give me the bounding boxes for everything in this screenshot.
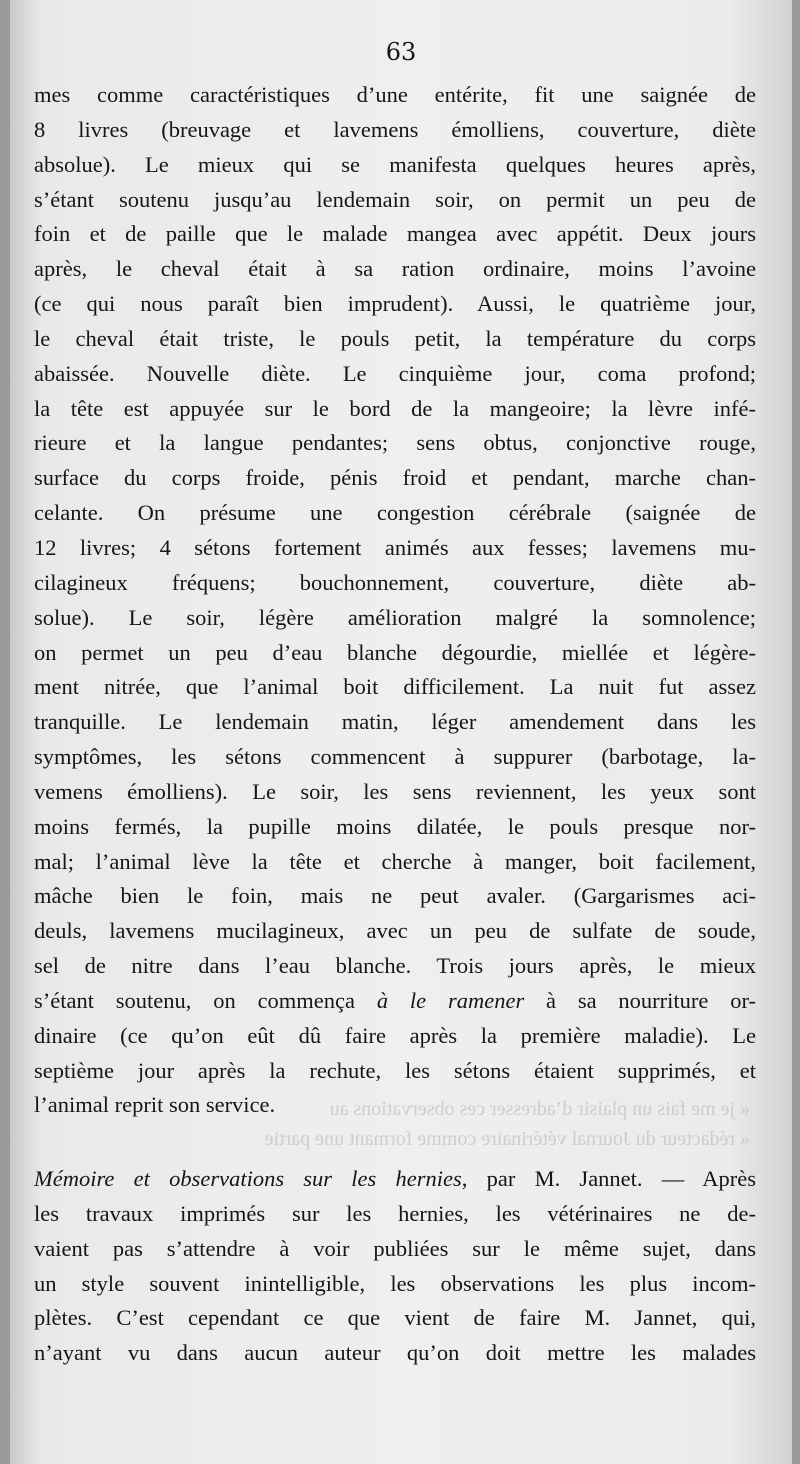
text-line: rieure et la langue pendantes; sens obtus, conjonctive rouge, bbox=[34, 430, 756, 456]
text-line: mal; l’animal lève la tête et cherche à manger, boit facilement, bbox=[34, 848, 756, 874]
text-line: la tête est appuyée sur le bord de la mangeoire; la lèvre infé- bbox=[34, 395, 756, 421]
text-line: absolue). Le mieux qui se manifesta quelques heures après, bbox=[34, 151, 756, 177]
text-line: moins fermés, la pupille moins dilatée, le pouls presque nor- bbox=[34, 813, 756, 839]
text-line: deuls, lavemens mucilagineux, avec un peu de sulfate de soude, bbox=[34, 918, 756, 944]
text-line: après, le cheval était à sa ration ordinaire, moins l’avoine bbox=[34, 256, 756, 282]
text-line-with-title bbox=[34, 1162, 756, 1197]
text-line: on permet un peu d’eau blanche dégourdie, miellée et légère- bbox=[34, 639, 756, 665]
text-line: abaissée. Nouvelle diète. Le cinquième jour, coma profond; bbox=[34, 360, 756, 386]
text-line: septième jour après la rechute, les sétons étaient supprimés, et bbox=[34, 1057, 756, 1083]
text-line: plètes. C’est cependant ce que vient de faire M. Jannet, qui, bbox=[34, 1305, 756, 1331]
text-line: un style souvent inintelligible, les observations les plus incom- bbox=[34, 1270, 756, 1296]
text-line: l’animal reprit son service. bbox=[34, 1092, 276, 1118]
page-number: 63 bbox=[385, 38, 417, 66]
text-line: dinaire (ce qu’on eût dû faire après la première maladie). Le bbox=[34, 1022, 756, 1048]
text-line: vemens émolliens). Le soir, les sens reviennent, les yeux sont bbox=[34, 778, 756, 804]
text-line-with-italic bbox=[34, 984, 756, 1019]
text-line: foin et de paille que le malade mangea avec appétit. Deux jours bbox=[34, 221, 756, 247]
text-line: symptômes, les sétons commencent à suppurer (barbotage, la- bbox=[34, 744, 756, 770]
text-line: sel de nitre dans l’eau blanche. Trois jours après, le mieux bbox=[34, 953, 756, 979]
text-line: ment nitrée, que l’animal boit difficilement. La nuit fut assez bbox=[34, 674, 756, 700]
text-segment: à sa nourriture or- bbox=[524, 987, 756, 1013]
text-line: 12 livres; 4 sétons fortement animés aux fesses; lavemens mu- bbox=[34, 534, 756, 560]
text-line: les travaux imprimés sur les hernies, les vétérinaires ne de- bbox=[34, 1200, 756, 1226]
paragraph-enteritis-case bbox=[34, 78, 756, 1123]
bleed-through-text: « rédacteur du Journal vétérinaire comme formant une partie bbox=[264, 1128, 750, 1150]
memoir-title: Mémoire et observations sur les hernies bbox=[34, 1166, 462, 1191]
text-line: (ce qui nous paraît bien imprudent). Aussi, le quatrième jour, bbox=[34, 291, 756, 317]
text-line: n’ayant vu dans aucun auteur qu’on doit mettre les malades bbox=[34, 1340, 756, 1366]
text-line: le cheval était triste, le pouls petit, la température du corps bbox=[34, 325, 756, 351]
text-line: tranquille. Le lendemain matin, léger amendement dans les bbox=[34, 709, 756, 735]
text-line: vaient pas s’attendre à voir publiées sur le même sujet, dans bbox=[34, 1235, 756, 1261]
text-line: 8 livres (breuvage et lavemens émolliens, couverture, diète bbox=[34, 116, 756, 142]
text-line: cilagineux fréquens; bouchonnement, couverture, diète ab- bbox=[34, 569, 756, 595]
italic-phrase: à le ramener bbox=[376, 987, 525, 1013]
book-page bbox=[10, 0, 792, 1464]
text-line: mâche bien le foin, mais ne peut avaler. (Gargarismes aci- bbox=[34, 883, 756, 909]
text-segment: s’étant soutenu, on commença bbox=[34, 987, 377, 1013]
text-line: celante. On présume une congestion cérébrale (saignée de bbox=[34, 500, 756, 526]
text-line: solue). Le soir, légère amélioration malgré la somnolence; bbox=[34, 604, 756, 630]
bleed-through-text: « je me fais un plaisir d’adresser ces observations au bbox=[329, 1098, 750, 1120]
text-line: s’étant soutenu jusqu’au lendemain soir, on permit un peu de bbox=[34, 186, 756, 212]
paragraph-hernies-review bbox=[34, 1162, 756, 1371]
text-line: mes comme caractéristiques d’une entérite, fit une saignée de bbox=[34, 82, 756, 107]
text-segment: , par M. Jannet. — Après bbox=[461, 1166, 756, 1191]
text-line: surface du corps froide, pénis froid et pendant, marche chan- bbox=[34, 465, 756, 491]
